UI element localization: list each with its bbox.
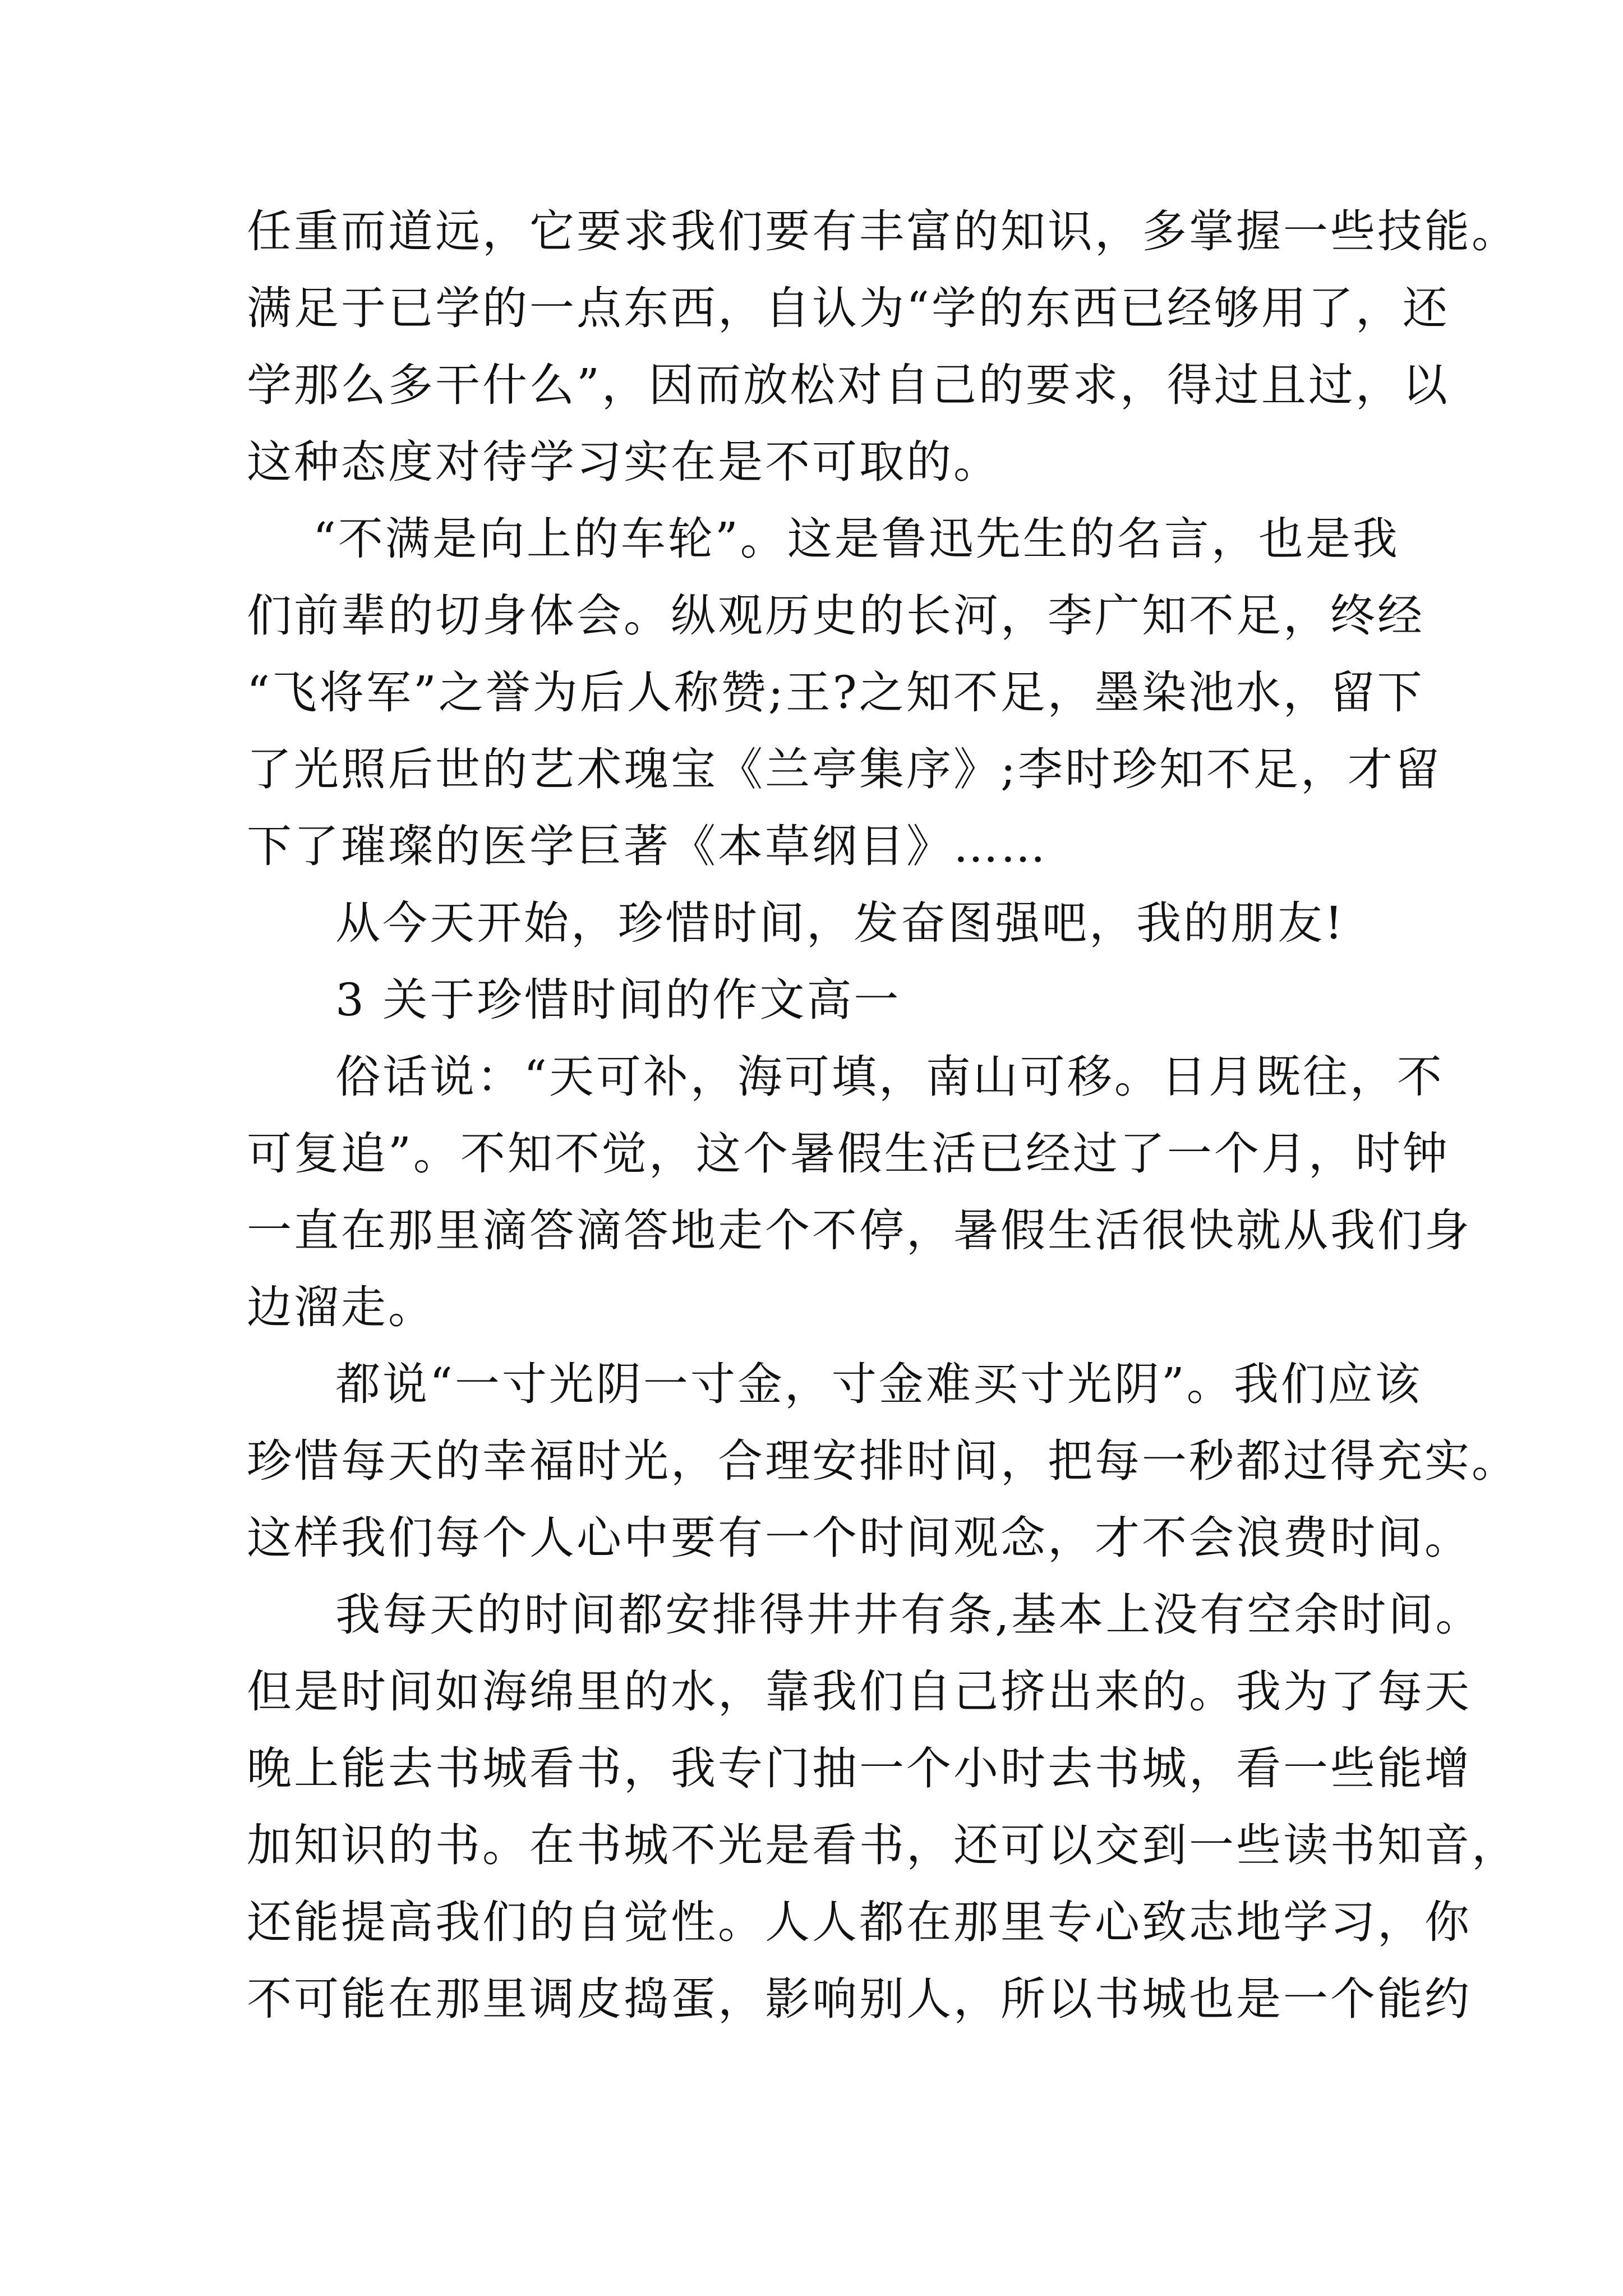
paragraph-start-line: 从今天开始，珍惜时间，发奋图强吧，我的朋友! (335, 897, 1345, 949)
text-line: 不可能在那里调皮捣蛋，影响别人，所以书城也是一个能约 (247, 1973, 1472, 2025)
paragraph-start-line: 俗话说：“天可补，海可填，南山可移。日月既往，不 (335, 1051, 1444, 1103)
text-line: 了光照后世的艺术瑰宝《兰亭集序》;李时珍知不足，才留 (247, 743, 1442, 795)
text-line: 但是时间如海绵里的水，靠我们自己挤出来的。我为了每天 (247, 1665, 1472, 1718)
text-line: 这种态度对待学习实在是不可取的。 (247, 436, 1000, 488)
text-line: 珍惜每天的幸福时光，合理安排时间，把每一秒都过得充实。 (247, 1435, 1519, 1487)
paragraph-start-line: 都说“一寸光阴一寸金，寸金难买寸光阴”。我们应该 (335, 1358, 1422, 1410)
paragraph-start-line: 我每天的时间都安排得井井有条,基本上没有空余时间。 (335, 1589, 1483, 1641)
section-heading: 3 关于珍惜时间的作文高一 (335, 974, 901, 1026)
text-line: 边溜走。 (247, 1281, 435, 1333)
text-line: 下了璀璨的医学巨著《本草纲目》…… (247, 820, 1048, 872)
text-line: 加知识的书。在书城不光是看书，还可以交到一些读书知音， (247, 1819, 1519, 1871)
text-line: 还能提高我们的自觉性。人人都在那里专心致志地学习，你 (247, 1896, 1472, 1948)
text-line: 晚上能去书城看书，我专门抽一个小时去书城，看一些能增 (247, 1742, 1472, 1795)
text-line: 可复追”。不知不觉，这个暑假生活已经过了一个月，时钟 (247, 1128, 1450, 1180)
document-body (247, 193, 1519, 2037)
text-line: 们前辈的切身体会。纵观历史的长河，李广知不足，终经 (247, 590, 1424, 642)
text-line: “飞将军”之誉为后人称赞;王?之知不足，墨染池水，留下 (247, 666, 1424, 719)
paragraph-start-line: “不满是向上的车轮”。这是鲁迅先生的名言，也是我 (313, 513, 1400, 565)
text-line: 一直在那里滴答滴答地走个不停，暑假生活很快就从我们身 (247, 1204, 1472, 1257)
text-line: 任重而道远，它要求我们要有丰富的知识，多掌握一些技能。 (247, 205, 1519, 257)
text-line: 学那么多干什么”，因而放松对自己的要求，得过且过，以 (247, 359, 1450, 411)
text-line: 满足于已学的一点东西，自认为“学的东西已经够用了，还 (247, 282, 1450, 334)
text-line: 这样我们每个人心中要有一个时间观念，才不会浪费时间。 (247, 1512, 1472, 1564)
